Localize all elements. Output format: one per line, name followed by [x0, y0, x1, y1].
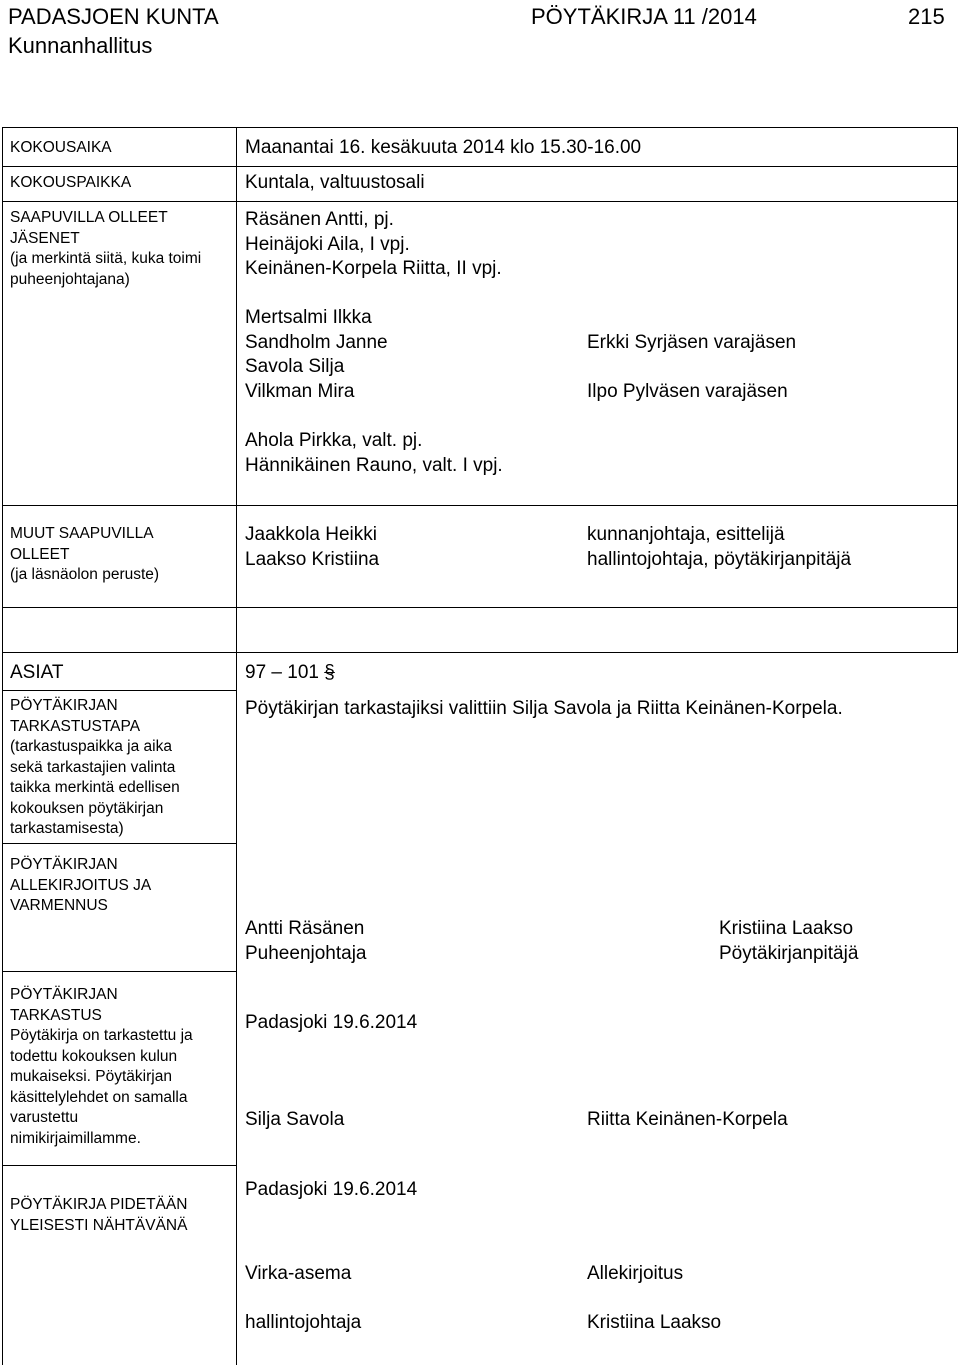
list-item: Keinänen-Korpela Riitta, II vpj.	[245, 258, 502, 279]
others-roles	[587, 523, 851, 572]
signature-value: Kristiina Laakso	[587, 1312, 722, 1333]
members-label: SAAPUVILLA OLLEET JÄSENET (ja merkintä siitä, kuka toimi puheenjohtajana)	[10, 209, 202, 288]
items-range: 97 – 101 §	[245, 662, 335, 683]
chairs-list	[245, 208, 502, 282]
chair-title: Puheenjohtaja	[245, 942, 367, 964]
meeting-place-label: KOKOUSPAIKKA	[10, 174, 132, 191]
public-place-date: Padasjoki 19.6.2014	[245, 1179, 418, 1200]
signing-label: PÖYTÄKIRJAN ALLEKIRJOITUS JA VARMENNUS	[10, 856, 152, 914]
secretary-signature	[719, 917, 858, 966]
members-list	[245, 306, 388, 404]
page-number: 215	[908, 4, 945, 29]
substitute-note: Erkki Syrjäsen varajäsen	[587, 332, 797, 353]
inspection-label: PÖYTÄKIRJAN TARKASTUS Pöytäkirja on tarkastettu ja todettu kokouksen kulun mukaiseksi. Pöytäkirjan käsittelylehdet on samalla varustettu nimikirjaimillamme.	[10, 986, 193, 1147]
inspector-1: Silja Savola	[245, 1109, 345, 1130]
board-name: Kunnanhallitus	[8, 33, 153, 58]
inspector-2: Riitta Keinänen-Korpela	[587, 1109, 788, 1130]
list-item: Heinäjoki Aila, I vpj.	[245, 233, 410, 255]
review-label: PÖYTÄKIRJAN TARKASTUSTAPA (tarkastuspaikka ja aika sekä tarkastajien valinta taikka merkintä edellisen kokouksen pöytäkirjan tarkastamisesta)	[10, 697, 180, 837]
items-label: ASIAT	[10, 662, 64, 683]
column-divider	[236, 128, 237, 607]
secretary-title: Pöytäkirjanpitäjä	[719, 942, 859, 964]
list-item: hallintojohtaja, pöytäkirjanpitäjä	[587, 548, 852, 570]
signature-label: Allekirjoitus	[587, 1263, 684, 1284]
section-sign: §	[324, 662, 335, 683]
list-item: Ahola Pirkka, valt. pj.	[245, 430, 423, 451]
meeting-time-value: Maanantai 16. kesäkuuta 2014 klo 15.30-16.00	[245, 137, 642, 158]
list-item: Mertsalmi Ilkka	[245, 307, 372, 328]
chair-name: Antti Räsänen	[245, 918, 365, 939]
substitute-note: Ilpo Pylväsen varajäsen	[587, 381, 788, 402]
council-chairs-list	[245, 429, 503, 478]
list-item: Räsänen Antti, pj.	[245, 209, 394, 230]
list-item: Sandholm Janne	[245, 331, 388, 353]
protocol-title: PÖYTÄKIRJA 11 /2014	[531, 4, 757, 29]
secretary-name: Kristiina Laakso	[719, 918, 854, 939]
empty-row	[2, 607, 958, 653]
meeting-time-label: KOKOUSAIKA	[10, 139, 112, 156]
list-item: Hännikäinen Rauno, valt. I vpj.	[245, 454, 503, 476]
list-item: Vilkman Mira	[245, 380, 355, 402]
list-item: Jaakkola Heikki	[245, 524, 377, 545]
position-label: Virka-asema	[245, 1263, 352, 1284]
review-text: Pöytäkirjan tarkastajiksi valittiin Silja Savola ja Riitta Keinänen-Korpela.	[245, 698, 843, 719]
list-item: Savola Silja	[245, 356, 345, 377]
others-names	[245, 523, 379, 572]
inspection-place-date: Padasjoki 19.6.2014	[245, 1012, 418, 1033]
public-display-label: PÖYTÄKIRJA PIDETÄÄN YLEISESTI NÄHTÄVÄNÄ	[10, 1196, 188, 1234]
municipality-name: PADASJOEN KUNTA	[8, 4, 219, 29]
list-item: Laakso Kristiina	[245, 548, 380, 570]
chair-signature	[245, 917, 367, 966]
list-item: kunnanjohtaja, esittelijä	[587, 524, 785, 545]
others-label: MUUT SAAPUVILLA OLLEET (ja läsnäolon peruste)	[10, 525, 160, 583]
position-value: hallintojohtaja	[245, 1312, 362, 1333]
meeting-place-value: Kuntala, valtuustosali	[245, 172, 425, 193]
